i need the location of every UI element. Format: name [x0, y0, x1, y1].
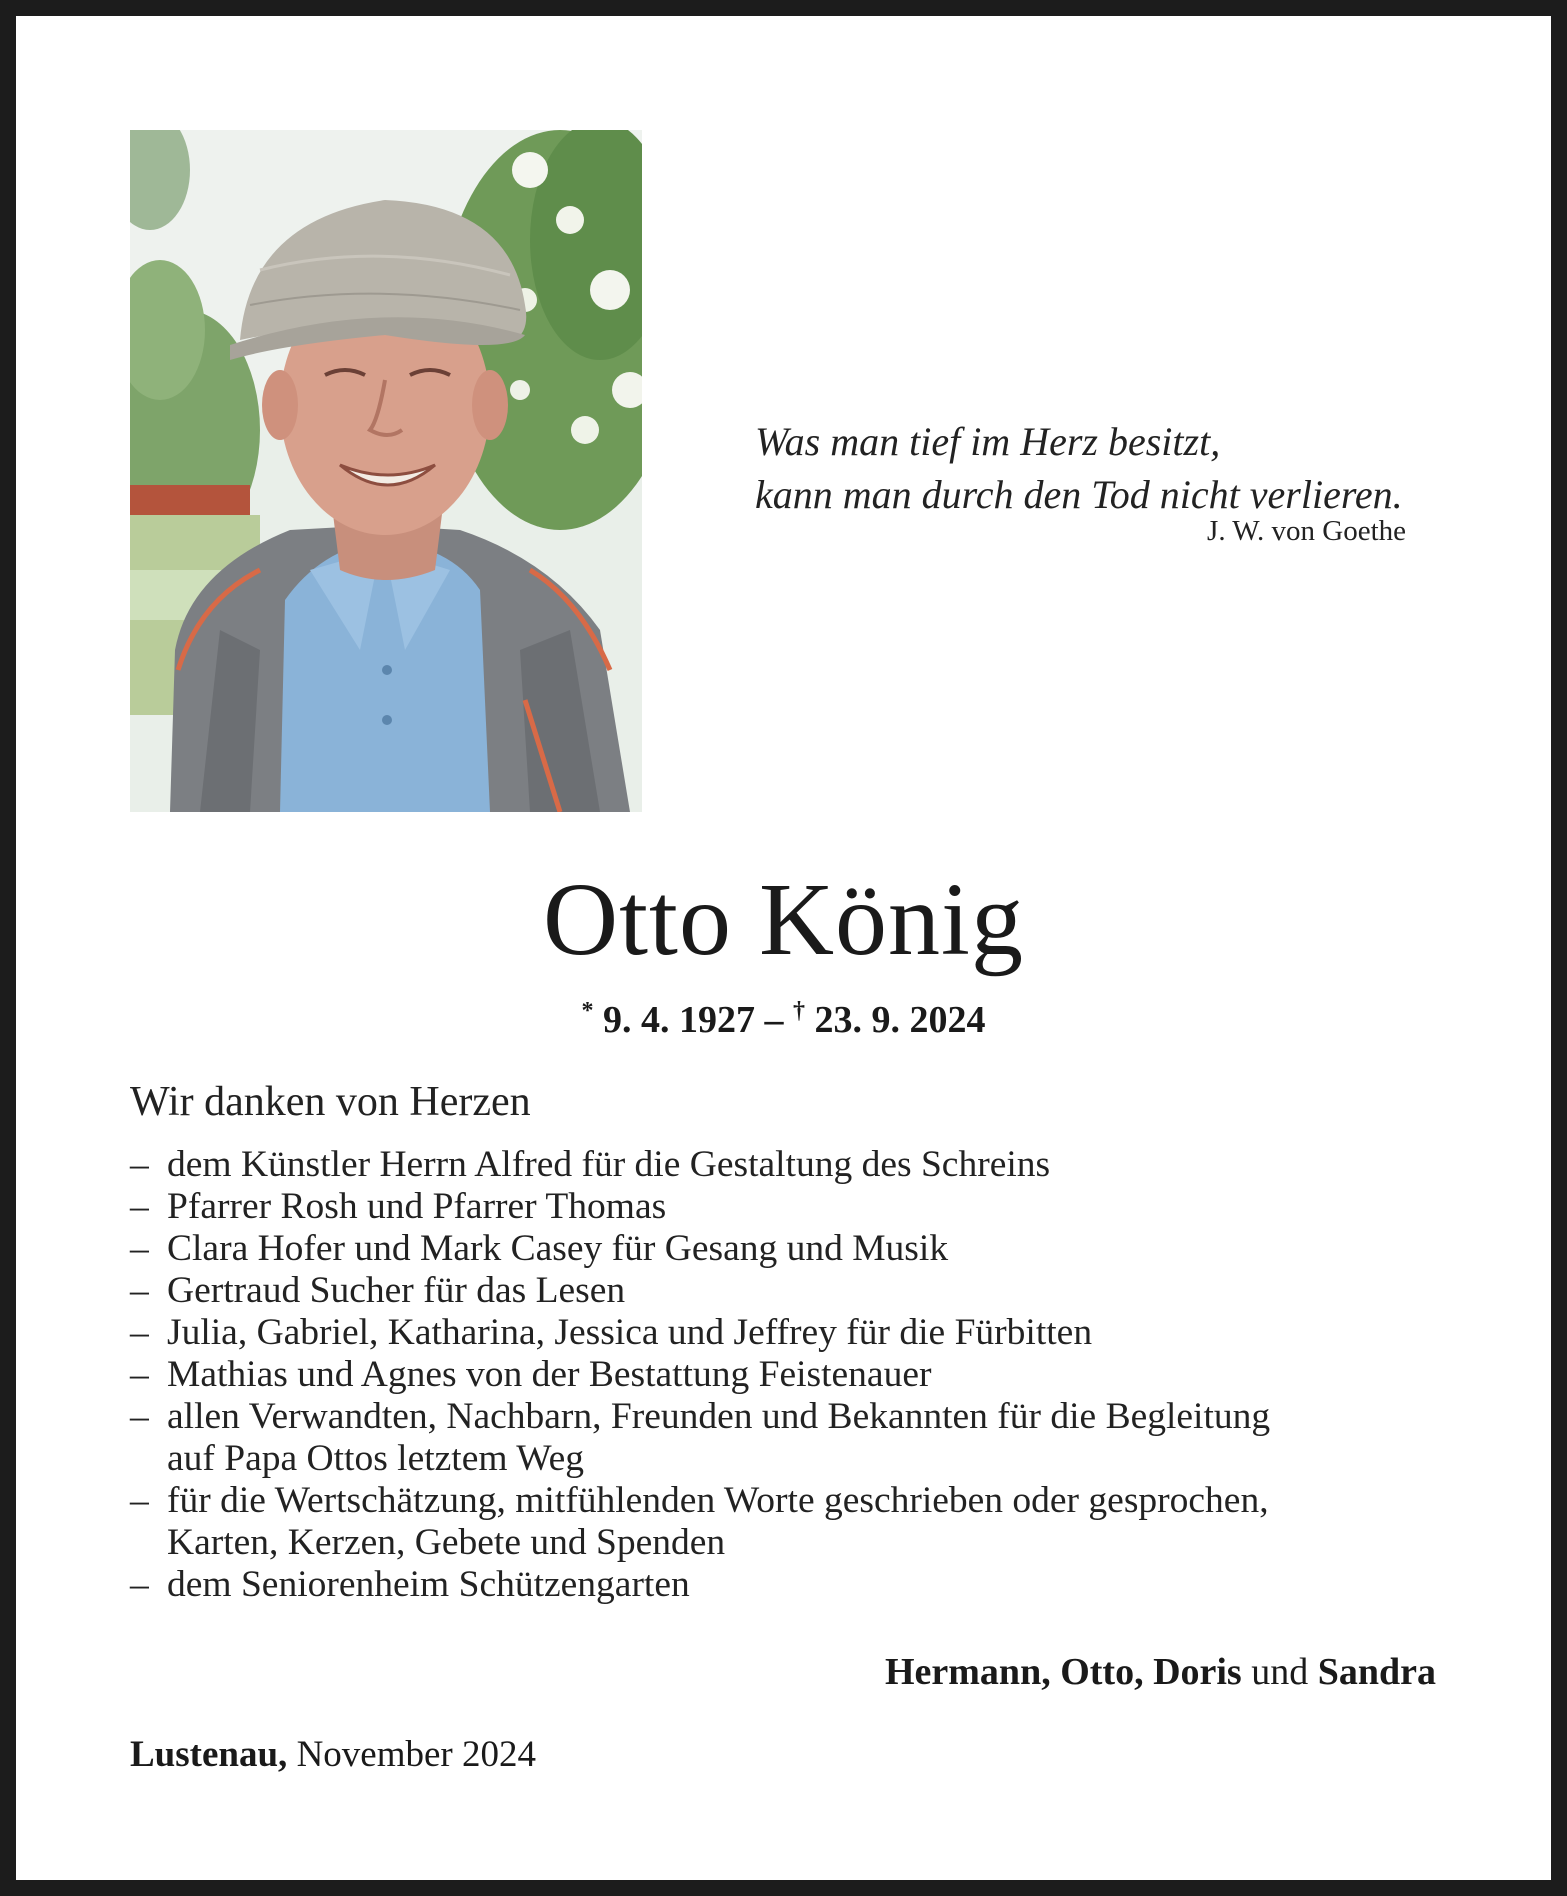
place: Lustenau,: [130, 1734, 288, 1775]
thanks-list-item: [130, 1396, 1450, 1480]
thanks-item-line: Pfarrer Rosh und Pfarrer Thomas: [167, 1186, 667, 1227]
thanks-list-item: [130, 1312, 1450, 1354]
thanks-list-item: [130, 1480, 1450, 1564]
thanks-list-item: [130, 1228, 1450, 1270]
quote-line-1: Was man tief im Herz besitzt,: [755, 419, 1221, 464]
thanks-item-line: Karten, Kerzen, Gebete und Spenden: [167, 1522, 726, 1563]
quote-author: J. W. von Goethe: [1207, 515, 1406, 547]
thanks-item-line: allen Verwandten, Nachbarn, Freunden und Bekannten für die Begleitung: [167, 1396, 1271, 1437]
place-date: [130, 1733, 536, 1777]
thanks-list-item: [130, 1564, 1450, 1606]
thanks-item-line: Julia, Gabriel, Katharina, Jessica und Jeffrey für die Fürbitten: [167, 1312, 1093, 1353]
list-dash: –: [130, 1480, 149, 1521]
thanks-list: [130, 1144, 1450, 1606]
list-dash: –: [130, 1564, 149, 1605]
birth-date: 9. 4. 1927: [603, 999, 755, 1041]
thanks-list-item: [130, 1270, 1450, 1312]
list-dash: –: [130, 1144, 149, 1185]
list-dash: –: [130, 1312, 149, 1353]
portrait-photo: [130, 130, 642, 812]
list-dash: –: [130, 1354, 149, 1395]
thanks-list-item: [130, 1186, 1450, 1228]
thanks-list-item: [130, 1144, 1450, 1186]
list-dash: –: [130, 1396, 149, 1437]
quote-line-2: kann man durch den Tod nicht verlieren.: [755, 472, 1403, 517]
date-separator: –: [755, 999, 793, 1041]
thanks-item-line: Clara Hofer und Mark Casey für Gesang und Musik: [167, 1228, 949, 1269]
deceased-name: Otto König: [543, 862, 1024, 977]
thanks-item-line: für die Wertschätzung, mitfühlenden Worte geschrieben oder gesprochen,: [167, 1480, 1269, 1521]
thanks-list-item: [130, 1354, 1450, 1396]
thanks-heading: Wir danken von Herzen: [130, 1079, 531, 1125]
death-date: 23. 9. 2024: [814, 999, 986, 1041]
life-dates: [0, 988, 1567, 1043]
signature-connector: und: [1241, 1651, 1318, 1693]
thanks-item-line: Mathias und Agnes von der Bestattung Feistenauer: [167, 1354, 932, 1395]
death-symbol: †: [793, 998, 805, 1024]
list-dash: –: [130, 1228, 149, 1269]
goethe-quote: [755, 415, 1415, 521]
date: November 2024: [287, 1734, 536, 1775]
thanks-item-line: Gertraud Sucher für das Lesen: [167, 1270, 626, 1311]
birth-symbol: *: [581, 998, 594, 1024]
signature-names-1: Hermann, Otto, Doris: [884, 1651, 1242, 1693]
list-dash: –: [130, 1186, 149, 1227]
signature-names-2: Sandra: [1317, 1651, 1436, 1693]
thanks-item-line: auf Papa Ottos letztem Weg: [167, 1438, 585, 1479]
thanks-item-line: dem Künstler Herrn Alfred für die Gestaltung des Schreins: [167, 1144, 1051, 1185]
signature: [700, 1650, 1436, 1694]
list-dash: –: [130, 1270, 149, 1311]
thanks-item-line: dem Seniorenheim Schützengarten: [167, 1564, 690, 1605]
